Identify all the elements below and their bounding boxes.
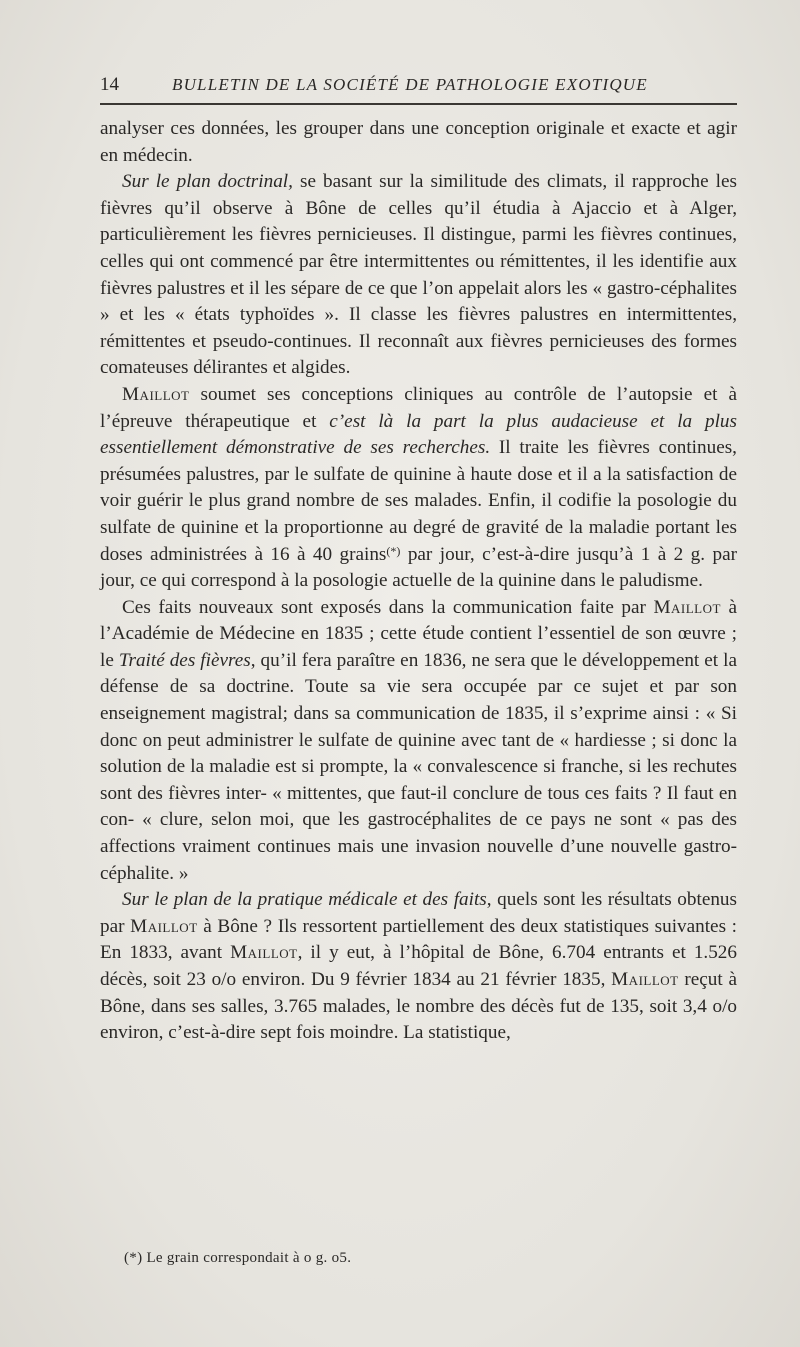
text-run: analyser ces données, les grouper dans une conception originale et exacte et agir en médecin. — [100, 118, 737, 166]
footnote: (*) Le grain correspondait à o g. o5. — [124, 1250, 352, 1266]
author-name: Maillot — [130, 915, 198, 937]
text-run: , quels sont les résultats obtenus par — [100, 889, 737, 937]
author-name: Maillot — [230, 942, 298, 964]
body-text — [100, 116, 737, 1047]
author-name: Maillot — [653, 596, 721, 618]
author-name: Maillot — [122, 383, 190, 405]
text-run: par jour, c’est-à-dire jusqu’à 1 à 2 g. par jour, ce qui correspond à la posologie actuelle de la quinine dans le paludisme. — [100, 543, 737, 592]
text-run: soumet ses conceptions cliniques au contrôle de l’autopsie et à l’épreuve thérapeutique et — [100, 383, 737, 432]
italic-run: c’est là la part la plus audacieuse et la plus essentiellement démonstrative de ses recherches. — [100, 410, 737, 459]
text-run: se basant sur la similitude des climats, il rapproche les fièvres qu’il observe à Bône de celles qu’il étudia à Ajaccio et à Alger, particulièrement les fièvres pernicieuses. Il distingue, parmi les fièvres continues, celles qui ont commencé par être intermittentes ou rémittentes, il les identifie aux fièvres palustres et il les sépare de ce que l’on appelait alors les « gastro-céphalites » et les « états typhoïdes ». Il classe les fièvres palustres en intermittentes, rémittentes et pseudo-continues. Il reconnaît aux fièvres pernicieuses des formes comateuses délirantes et algides. — [100, 171, 737, 379]
italic-run: Sur le plan de la pratique médicale et des faits — [122, 889, 487, 911]
italic-run: Sur le plan doctrinal, — [122, 171, 293, 193]
author-name: Maillot — [611, 969, 679, 990]
text-run: Il traite les fièvres continues, présumées palustres, par le sulfate de quinine à haute dose et il a la satisfaction de voir guérir le plus grand nombre de ses malades. Enfin, il codifie la posologie du sulfate de quinine et la proportionne au degré de gravité de la maladie portant les doses administrées à 16 à 40 grains — [100, 437, 737, 565]
paragraph — [100, 169, 737, 382]
header-rule — [100, 103, 737, 105]
text-run: à Bône ? Ils ressortent partiellement des deux statistiques suivantes : En 1833, avant — [100, 915, 738, 964]
italic-run: Traité des fièvres — [118, 649, 251, 671]
page-header — [100, 74, 740, 100]
paragraph — [100, 887, 737, 1047]
paragraph — [100, 382, 737, 595]
paragraph — [100, 595, 737, 888]
text-run: , il y eut, à l’hôpital de Bône, 6.704 entrants et 1.526 décès, soit 23 o/o environ. Du 9 février 1834 au 21 février 1835, — [100, 942, 737, 990]
footnote-marker: (*) — [386, 543, 401, 558]
text-run: reçut à Bône, dans ses salles, 3.765 malades, le nombre des décès fut de 135, soit 3,4 o/o environ, c’est-à-dire sept fois moindre. La statistique, — [100, 969, 737, 1044]
running-head: BULLETIN DE LA SOCIÉTÉ DE PATHOLOGIE EXOTIQUE — [172, 75, 648, 94]
paragraph — [100, 116, 737, 169]
text-run: , qu’il fera paraître en 1836, ne sera que le développement et la défense de sa doctrine. Toute sa vie sera occupée par ce sujet et par son enseignement magistral; dans sa communication de 1835, il s’exprime ainsi : « Si donc on peut administrer le sulfate de quinine avec tant de « hardiesse ; si donc la solution de la maladie est si prompte, la « convalescence si franche, si les rechutes sont des fièvres inter- « mittentes, que faut-il conclure de tous ces faits ? Il faut en con- « clure, selon moi, que les gastrocéphalites de ce pays ne sont « pas des affections vraiment continues mais une invasion nouvelle d’une nouvelle gastro-céphalite. » — [100, 649, 737, 884]
text-run: à l’Académie de Médecine en 1835 ; cette étude contient l’essentiel de son œuvre ; le — [100, 596, 737, 671]
text-run: Ces faits nouveaux sont exposés dans la communication faite par — [122, 596, 654, 618]
page-number: 14 — [100, 74, 119, 95]
